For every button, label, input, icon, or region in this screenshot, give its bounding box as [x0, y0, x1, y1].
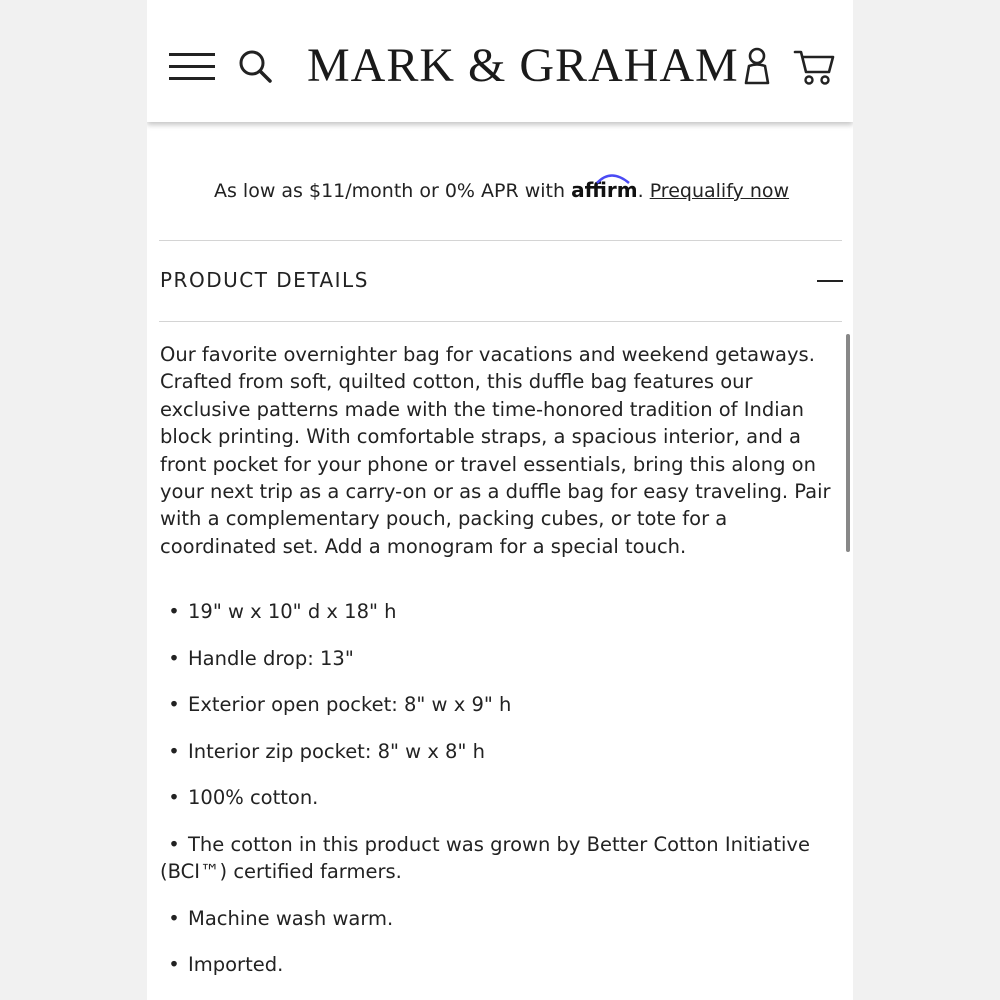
affirm-logo: affirm	[571, 178, 638, 202]
hamburger-menu-icon[interactable]	[169, 51, 215, 83]
product-spec-list	[160, 598, 846, 998]
cart-icon[interactable]	[793, 48, 835, 86]
list-item: • Machine wash warm.	[168, 906, 394, 930]
account-icon[interactable]	[743, 46, 771, 86]
product-details-heading[interactable]: PRODUCT DETAILS	[160, 268, 369, 292]
product-page	[147, 0, 853, 1000]
affirm-text: As low as $11/month or 0% APR with	[214, 180, 572, 202]
list-item: • Handle drop: 13"	[168, 646, 354, 670]
list-item: • Imported.	[168, 953, 284, 977]
brand-logo[interactable]: MARK & GRAHAM	[307, 39, 739, 92]
site-header	[147, 0, 853, 122]
affirm-financing-line	[214, 178, 789, 202]
affirm-text-separator: .	[637, 180, 650, 202]
list-item: • 19" w x 10" d x 18" h	[168, 600, 397, 623]
list-item: • 100% cotton.	[168, 786, 319, 810]
list-item: • Exterior open pocket: 8" w x 9" h	[168, 693, 512, 717]
prequalify-link[interactable]: Prequalify now	[649, 180, 790, 202]
product-description: Our favorite overnighter bag for vacations and weekend getaways. Crafted from soft, quilted cotton, this duffle bag features our exclusive patterns made with the time-honored tradition of Indian block printing. With comfortable straps, a spacious interior, and a front pocket for your phone or travel essentials, bring this along on your next trip as a carry-on or as a duffle bag for easy traveling. Pair with a complementary pouch, packing cubes, or tote for a coordinated set. Add a monogram for a special touch.	[160, 343, 831, 558]
search-icon[interactable]	[237, 48, 275, 86]
divider	[159, 321, 842, 322]
affirm-arc-icon	[589, 170, 633, 184]
list-item: • Interior zip pocket: 8" w x 8" h	[168, 739, 485, 763]
scrollbar[interactable]	[846, 334, 850, 552]
collapse-minus-icon[interactable]	[817, 280, 843, 282]
list-item: • The cotton in this product was grown by Better Cotton Initiative (BCI™) certified farmers.	[160, 832, 810, 883]
divider	[159, 240, 842, 241]
